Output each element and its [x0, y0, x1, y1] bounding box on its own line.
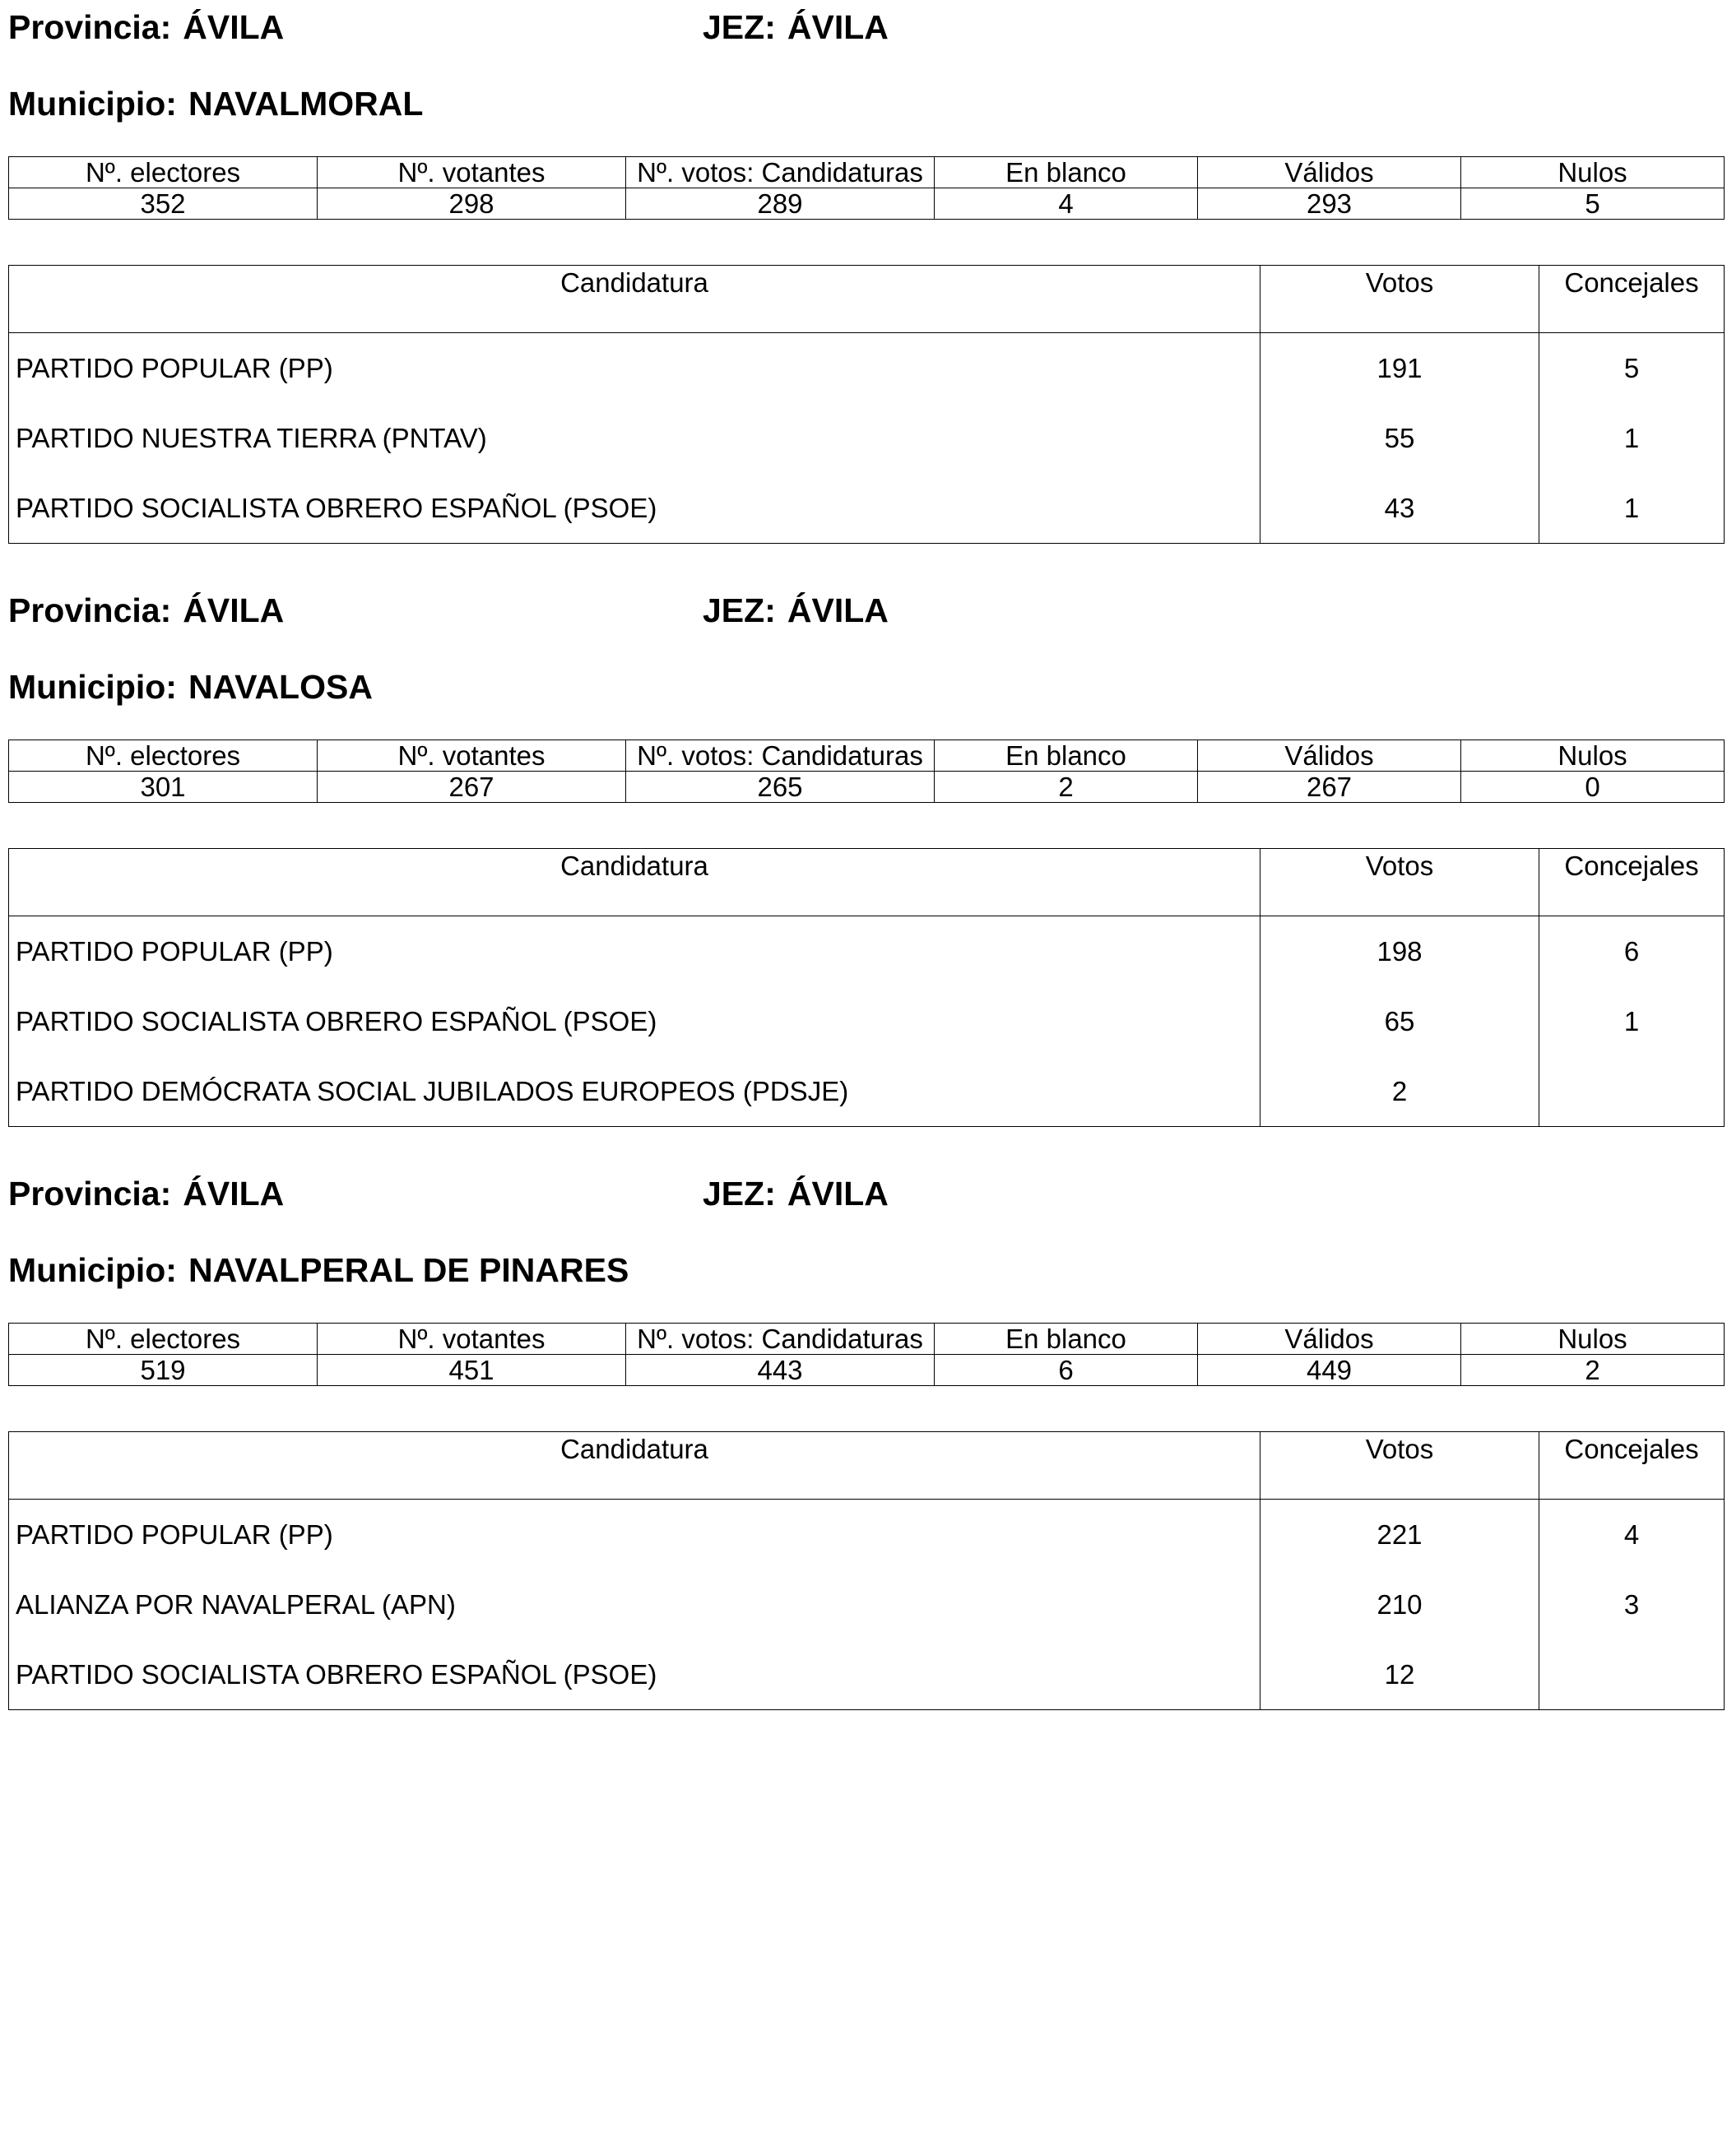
party-votos: 210 [1260, 1569, 1539, 1639]
party-concejales [1539, 1639, 1725, 1710]
summary-table [8, 740, 1725, 803]
municipio-block [8, 583, 1724, 1159]
jez-value: ÁVILA [787, 1175, 889, 1212]
en-blanco-value: 6 [935, 1355, 1198, 1386]
table-row [9, 473, 1725, 544]
municipio-value: NAVALOSA [188, 668, 373, 706]
table-row [9, 916, 1725, 987]
municipio-block [8, 0, 1724, 576]
votos-candidaturas-header: Nº. votos: Candidaturas [626, 740, 935, 772]
candidaturas-table [8, 1431, 1725, 1710]
municipio-heading [8, 1250, 629, 1291]
jez-heading [703, 7, 889, 48]
votos-header: Votos [1260, 1432, 1539, 1500]
votos-header: Votos [1260, 266, 1539, 333]
jez-value: ÁVILA [787, 8, 889, 46]
party-name: PARTIDO DEMÓCRATA SOCIAL JUBILADOS EUROPEOS (PDSJE) [9, 1056, 1260, 1127]
table-row [9, 1639, 1725, 1710]
provincia-label: Provincia: [8, 1175, 172, 1212]
summary-table [8, 156, 1725, 220]
party-concejales [1539, 1056, 1725, 1127]
nulos-header: Nulos [1461, 1324, 1725, 1355]
party-votos: 12 [1260, 1639, 1539, 1710]
en-blanco-value: 4 [935, 188, 1198, 220]
electores-value: 519 [9, 1355, 318, 1386]
candidaturas-header-row [9, 266, 1725, 333]
party-votos: 65 [1260, 986, 1539, 1056]
nulos-header: Nulos [1461, 157, 1725, 188]
municipio-value: NAVALPERAL DE PINARES [188, 1251, 629, 1289]
candidaturas-table [8, 265, 1725, 544]
en-blanco-value: 2 [935, 772, 1198, 803]
party-name: ALIANZA POR NAVALPERAL (APN) [9, 1569, 1260, 1639]
party-concejales: 4 [1539, 1500, 1725, 1570]
votantes-header: Nº. votantes [318, 1324, 626, 1355]
municipio-block [8, 1166, 1724, 1742]
party-name: PARTIDO NUESTRA TIERRA (PNTAV) [9, 403, 1260, 473]
provincia-heading [8, 590, 284, 631]
municipio-label: Municipio: [8, 1251, 177, 1289]
jez-value: ÁVILA [787, 591, 889, 629]
votantes-value: 451 [318, 1355, 626, 1386]
candidatura-header: Candidatura [9, 266, 1260, 333]
validos-value: 293 [1198, 188, 1461, 220]
municipio-label: Municipio: [8, 668, 177, 706]
party-concejales: 1 [1539, 403, 1725, 473]
votos-candidaturas-value: 443 [626, 1355, 935, 1386]
validos-header: Válidos [1198, 740, 1461, 772]
validos-value: 267 [1198, 772, 1461, 803]
votos-candidaturas-header: Nº. votos: Candidaturas [626, 1324, 935, 1355]
votos-candidaturas-value: 289 [626, 188, 935, 220]
nulos-value: 0 [1461, 772, 1725, 803]
table-row [9, 333, 1725, 404]
provincia-value: ÁVILA [183, 8, 285, 46]
jez-label: JEZ: [703, 8, 776, 46]
concejales-header: Concejales [1539, 849, 1725, 916]
summary-header-row [9, 1324, 1725, 1355]
candidaturas-header-row [9, 1432, 1725, 1500]
summary-value-row [9, 1355, 1725, 1386]
candidaturas-header-row [9, 849, 1725, 916]
municipio-label: Municipio: [8, 85, 177, 123]
validos-header: Válidos [1198, 1324, 1461, 1355]
table-row [9, 1056, 1725, 1127]
provincia-label: Provincia: [8, 8, 172, 46]
candidaturas-table [8, 848, 1725, 1127]
en-blanco-header: En blanco [935, 1324, 1198, 1355]
summary-header-row [9, 157, 1725, 188]
nulos-header: Nulos [1461, 740, 1725, 772]
party-name: PARTIDO POPULAR (PP) [9, 916, 1260, 987]
party-votos: 221 [1260, 1500, 1539, 1570]
jez-label: JEZ: [703, 591, 776, 629]
table-row [9, 1569, 1725, 1639]
summary-table [8, 1323, 1725, 1386]
party-name: PARTIDO SOCIALISTA OBRERO ESPAÑOL (PSOE) [9, 1639, 1260, 1710]
votantes-value: 298 [318, 188, 626, 220]
concejales-header: Concejales [1539, 266, 1725, 333]
votos-candidaturas-value: 265 [626, 772, 935, 803]
party-concejales: 6 [1539, 916, 1725, 987]
party-name: PARTIDO POPULAR (PP) [9, 333, 1260, 404]
jez-label: JEZ: [703, 1175, 776, 1212]
summary-header-row [9, 740, 1725, 772]
party-concejales: 3 [1539, 1569, 1725, 1639]
provincia-heading [8, 7, 284, 48]
party-votos: 191 [1260, 333, 1539, 404]
candidatura-header: Candidatura [9, 1432, 1260, 1500]
en-blanco-header: En blanco [935, 740, 1198, 772]
party-name: PARTIDO SOCIALISTA OBRERO ESPAÑOL (PSOE) [9, 473, 1260, 544]
electores-header: Nº. electores [9, 157, 318, 188]
candidatura-header: Candidatura [9, 849, 1260, 916]
municipio-heading [8, 83, 423, 124]
votos-candidaturas-header: Nº. votos: Candidaturas [626, 157, 935, 188]
table-row [9, 403, 1725, 473]
party-concejales: 1 [1539, 473, 1725, 544]
validos-value: 449 [1198, 1355, 1461, 1386]
provincia-value: ÁVILA [183, 591, 285, 629]
summary-value-row [9, 772, 1725, 803]
electores-header: Nº. electores [9, 1324, 318, 1355]
party-votos: 43 [1260, 473, 1539, 544]
validos-header: Válidos [1198, 157, 1461, 188]
municipio-heading [8, 666, 373, 707]
nulos-value: 2 [1461, 1355, 1725, 1386]
en-blanco-header: En blanco [935, 157, 1198, 188]
concejales-header: Concejales [1539, 1432, 1725, 1500]
provincia-label: Provincia: [8, 591, 172, 629]
electores-value: 352 [9, 188, 318, 220]
party-concejales: 1 [1539, 986, 1725, 1056]
party-votos: 198 [1260, 916, 1539, 987]
party-name: PARTIDO SOCIALISTA OBRERO ESPAÑOL (PSOE) [9, 986, 1260, 1056]
party-concejales: 5 [1539, 333, 1725, 404]
votos-header: Votos [1260, 849, 1539, 916]
party-name: PARTIDO POPULAR (PP) [9, 1500, 1260, 1570]
party-votos: 55 [1260, 403, 1539, 473]
party-votos: 2 [1260, 1056, 1539, 1127]
provincia-heading [8, 1173, 284, 1214]
electores-value: 301 [9, 772, 318, 803]
jez-heading [703, 590, 889, 631]
votantes-header: Nº. votantes [318, 157, 626, 188]
votantes-value: 267 [318, 772, 626, 803]
summary-value-row [9, 188, 1725, 220]
municipio-value: NAVALMORAL [188, 85, 424, 123]
table-row [9, 986, 1725, 1056]
table-row [9, 1500, 1725, 1570]
electores-header: Nº. electores [9, 740, 318, 772]
provincia-value: ÁVILA [183, 1175, 285, 1212]
nulos-value: 5 [1461, 188, 1725, 220]
jez-heading [703, 1173, 889, 1214]
votantes-header: Nº. votantes [318, 740, 626, 772]
